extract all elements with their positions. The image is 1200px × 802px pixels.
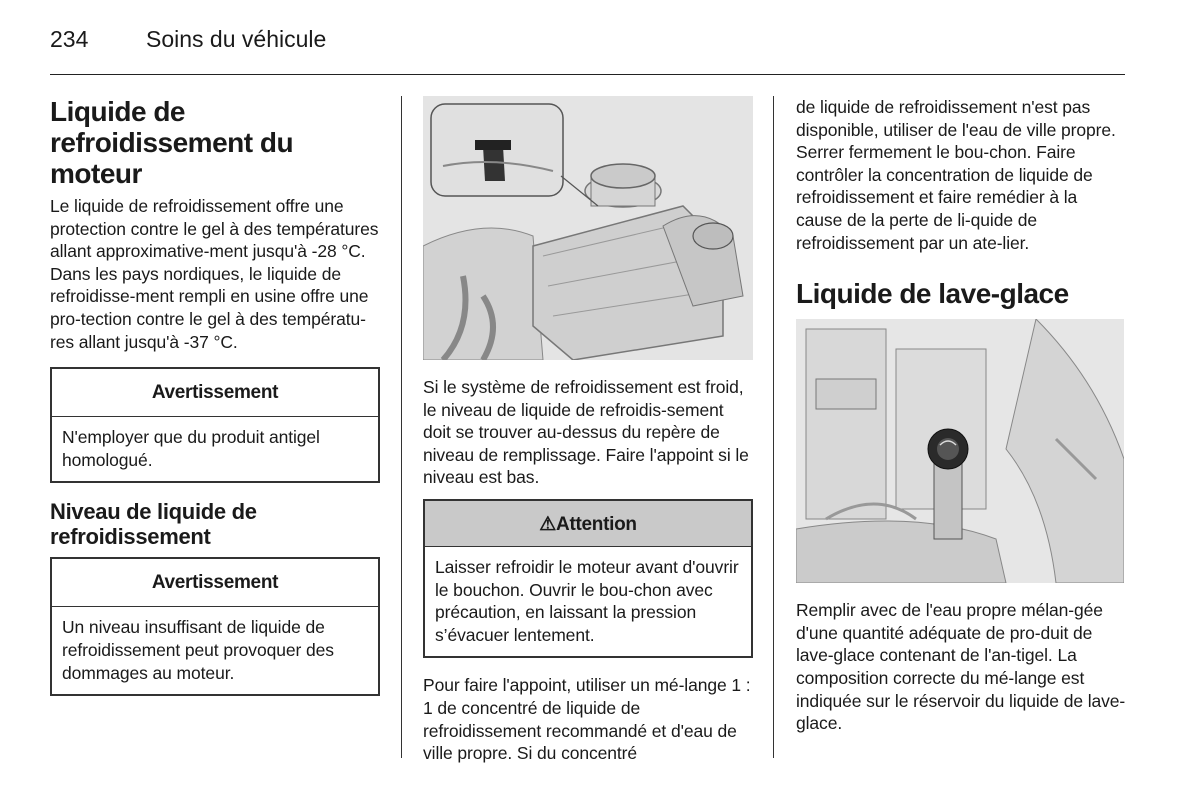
page-title: Soins du véhicule: [146, 26, 327, 52]
column-1: [50, 96, 380, 712]
attention-text: Laisser refroidir le moteur avant d'ouvrir le bouchon. Ouvrir le bou-chon avec précaution, en laissant la pression s’évacuer lentement.: [435, 556, 739, 645]
coolant-continued-text: de liquide de refroidissement n'est pas disponible, utiliser de l'eau de ville propre. Serrer fermement le bou-chon. Faire contrôler la concentration de liquide de refroidissement et faire remédier à la cause de la perte de li-quide de refroidissement par un ate-lier.: [796, 97, 1116, 253]
warning-text: Un niveau insuffisant de liquide de refroidissement peut provoquer des dommages au moteur.: [62, 617, 334, 683]
coolant-intro-text: Le liquide de refroidissement offre une protection contre le gel à des températures allant approximative-ment jusqu'à -28 °C. Dans les pays nordiques, le liquide de refroidisse-ment rempli en usine offre une pro-tection contre le gel à des températu-res allant jusqu'à -37 °C.: [50, 196, 379, 352]
page-number: 234: [50, 26, 89, 52]
engine-coolant-reservoir-image: [423, 96, 753, 360]
subheading-coolant-level: Niveau de liquide de refroidissement: [50, 499, 257, 550]
attention-header: [425, 501, 751, 547]
column-divider-1: [401, 96, 402, 758]
coolant-topup-text: Pour faire l'appoint, utiliser un mé-lange 1 : 1 de concentré de liquide de refroidissement recommandé et d'eau de ville propre. Si du concentré: [423, 675, 751, 764]
header-rule: [50, 74, 1125, 75]
warning-text: N'employer que du produit antigel homologué.: [62, 427, 320, 470]
column-divider-2: [773, 96, 774, 758]
section-heading-washer: Liquide de lave-glace: [796, 278, 1069, 310]
coolant-level-text: Si le système de refroidissement est froid, le niveau de liquide de refroidis-sement doit se trouver au-dessus du repère de niveau de remplissage. Faire l'appoint si le niveau est bas.: [423, 377, 749, 488]
warning-title: Avertissement: [52, 559, 378, 607]
section-heading-coolant: Liquide de refroidissement du moteur: [50, 96, 294, 189]
column-2: [423, 96, 753, 765]
column-3: [796, 96, 1126, 735]
warning-box-antifreeze: [50, 367, 380, 483]
washer-fluid-reservoir-image: [796, 319, 1124, 583]
warning-triangle-icon: ⚠: [539, 513, 557, 535]
washer-fluid-text: Remplir avec de l'eau propre mélan-gée d'une quantité adéquate de pro-duit de lave-glace contenant de l'an-tigel. La composition correcte du mé-lange est indiquée sur le réservoir du liquide de lave-glace.: [796, 600, 1126, 734]
attention-box: [423, 499, 753, 658]
warning-title: Avertissement: [52, 369, 378, 417]
warning-box-level: [50, 557, 380, 696]
attention-title: Attention: [556, 513, 637, 535]
